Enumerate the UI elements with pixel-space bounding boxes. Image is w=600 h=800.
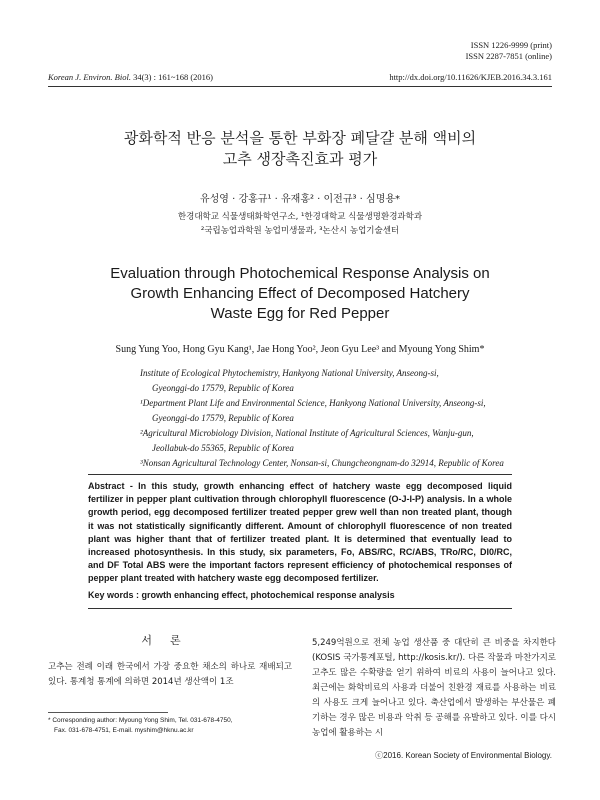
footnote-line-1: * Corresponding author: Myoung Yong Shim, Tel. 031-678-4750, [48,717,233,724]
footnote-line-2: Fax. 031-678-4751, E-mail. myshim@hknu.ac.kr [54,727,194,734]
issn-block [466,40,552,62]
issn-print: ISSN 1226-9999 (print) [470,40,552,50]
abstract-bottom-rule [88,608,512,609]
keywords: Key words : growth enhancing effect, photochemical response analysis [88,590,395,600]
english-affiliations [140,366,512,471]
affil-1-line-2: Gyeonggi-do 17579, Republic of Korea [152,413,294,423]
section-title: 서론 [141,634,199,647]
abstract-text: Abstract - In this study, growth enhancing effect of hatchery waste egg decomposed liquid fertilizer in pepper plant cultivation through chlorophyll fluorescence (O-J-I-P) analysis. In a whole growth period, egg decomposed fertilizer treated pepper grew well than non treated plant, though it was not statistically significantly different. Amount of chlorophyll fluorescence of non treated plant was higher thant that of fertilizer treated plant. It is determined that eventually lead to increased photosynthesis. In this study, six parameters, Fo, ABS/RC, RC/ABS, TRo/RC, DI0/RC, and DF Total ABS were the important factors represent efficiency of photochemical responses of pepper plant treated with hatchery waste egg decomposed fertilizer. [88,481,512,584]
english-title-line-3: Waste Egg for Red Pepper [210,305,390,322]
header-rule [48,86,552,87]
english-title-line-1: Evaluation through Photochemical Response Analysis on [110,265,490,282]
footnote-rule [48,712,168,713]
korean-affiliations [48,210,552,238]
journal-volume: 34(3) : 161~168 (2016) [133,72,213,82]
affil-2-line-2: Jeollabuk-do 55365, Republic of Korea [152,443,294,453]
affil-1-line-1: ¹Department Plant Life and Environmental Science, Hankyong National University, Anseong-si, [140,398,486,408]
korean-title-line-2: 고추 생장촉진효과 평가 [222,150,378,168]
journal-name: Korean J. Environ. Biol. [48,72,131,82]
english-authors: Sung Yung Yoo, Hong Gyu Kang¹, Jae Hong Yoo², Jeon Gyu Lee³ and Myoung Yong Shim* [115,344,485,355]
korean-affil-line-2: ²국립농업과학원 농업미생물과, ³논산시 농업기술센터 [200,226,400,236]
korean-title-line-1: 광화학적 반응 분석을 통한 부화장 폐달걀 분해 액비의 [123,129,477,147]
korean-affil-line-1: 한경대학교 식물생태화학연구소, ¹한경대학교 식물생명환경과학과 [177,212,423,222]
journal-header [48,70,552,84]
english-title-line-2: Growth Enhancing Effect of Decomposed Hatchery [130,285,470,302]
korean-title [48,128,552,170]
right-column-text: 5,249억원으로 전체 농업 생산품 중 대단히 큰 비중을 차지한다(KOSIS 국가통계포털, http://kosis.kr/). 다른 작물과 마찬가지로 고추도 많은 수확량을 얻기 위하여 비료의 사용이 늘어나고 있다. 최근에는 화학비료의 사용과 더불어 친환경 재료를 사용하는 비료의 사용도 크게 늘어나고 있다. 축산업에서 발생하는 부산물은 폐기하는 경우 많은 비용과 악취 등 공해를 유발하고 있다. 이를 다시 농업에 활용하는 시 [312,638,556,738]
issn-online: ISSN 2287-7851 (online) [465,51,552,61]
english-title [48,264,552,324]
affil-3-line-1: ³Nonsan Agricultural Technology Center, Nonsan-si, Chungcheongnam-do 32914, Republic of Korea [140,458,504,468]
footnote [48,716,308,736]
doi-link[interactable]: http://dx.doi.org/10.11626/KJEB.2016.34.3.161 [389,72,552,82]
left-column-text: 고추는 전례 이래 한국에서 가장 중요한 채소의 하나로 재배되고 있다. 통계청 통계에 의하면 2014년 생산액이 1조 [48,662,292,687]
copyright: ⓒ2016. Korean Society of Environmental Biology. [375,751,552,760]
korean-authors: 유성영 · 강홍규¹ · 유재홍² · 이전규³ · 심명용* [199,194,401,205]
affil-0-line-2: Gyeonggi-do 17579, Republic of Korea [152,383,294,393]
affil-2-line-1: ²Agricultural Microbiology Division, National Institute of Agricultural Sciences, Wanju-gun, [140,428,474,438]
affil-0-line-1: Institute of Ecological Phytochemistry, Hankyong National University, Anseong-si, [140,368,439,378]
abstract-top-rule [88,474,512,475]
